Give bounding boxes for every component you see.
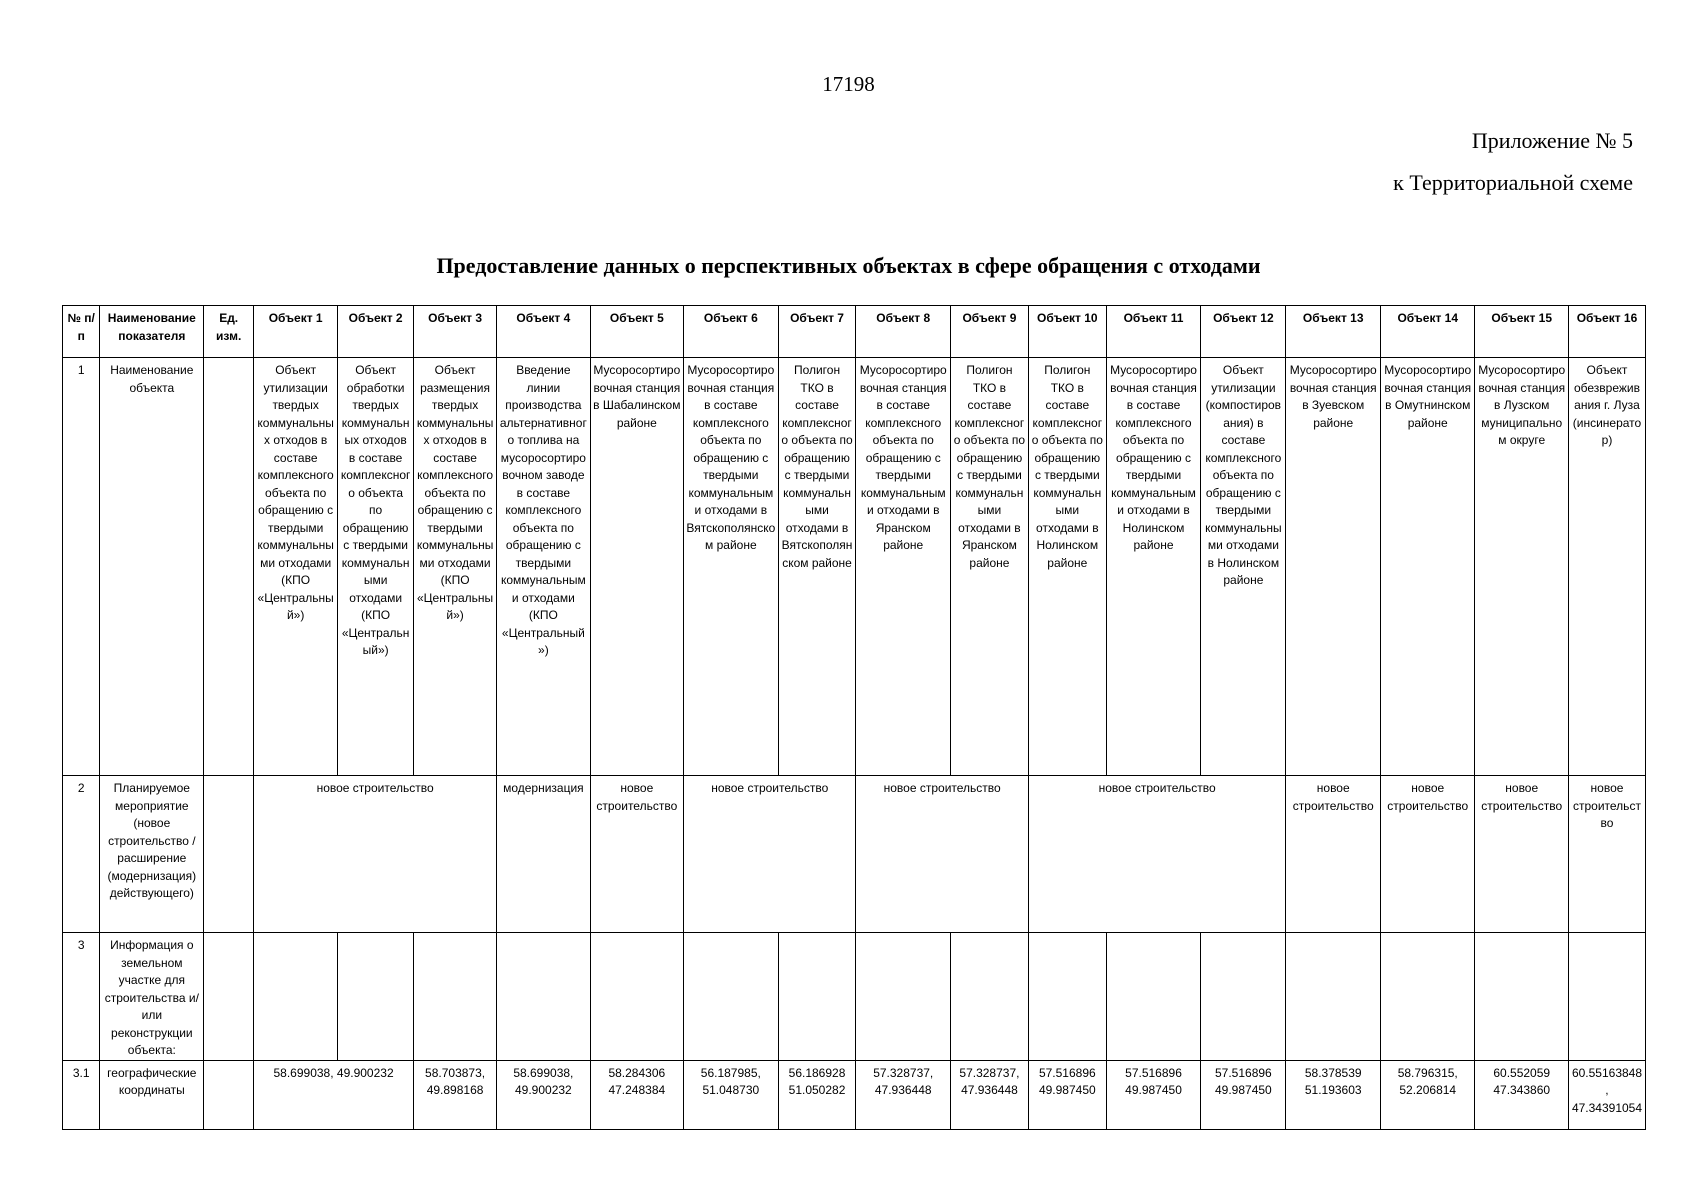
object-name-cell: Объект обезвреживания г. Луза (инсинератор) [1568, 358, 1645, 776]
empty-cell [778, 933, 856, 1061]
planned-activity-cell: модернизация [497, 776, 590, 933]
object-name-cell: Полигон ТКО в составе комплексного объекта по обращению с твердыми коммунальными отходами в Яранском районе [950, 358, 1028, 776]
coordinates-cell: 58.796315, 52.206814 [1380, 1060, 1475, 1129]
coordinates-cell: 58.699038, 49.900232 [254, 1060, 414, 1129]
coordinates-cell: 58.378539 51.193603 [1286, 1060, 1381, 1129]
object-name-cell: Объект обработки твердых коммунальных отходов в составе комплексного объекта по обращению с твердыми коммунальными отходами (КПО «Центральный») [338, 358, 414, 776]
coordinates-cell: 57.516896 49.987450 [1106, 1060, 1201, 1129]
coordinates-cell: 58.699038, 49.900232 [497, 1060, 590, 1129]
row-label: Наименование объекта [100, 358, 204, 776]
planned-activity-cell: новое строительство [684, 776, 856, 933]
coordinates-cell: 58.284306 47.248384 [590, 1060, 683, 1129]
coordinates-cell: 60.552059 47.343860 [1475, 1060, 1568, 1129]
objects-table [62, 305, 1646, 1130]
header-row [63, 306, 1646, 358]
planned-activity-cell: новое строительство [254, 776, 497, 933]
object-header: Объект 6 [684, 306, 779, 358]
empty-cell [590, 933, 683, 1061]
table-row [63, 1060, 1646, 1129]
empty-cell [1475, 933, 1568, 1061]
header-num: № п/п [63, 306, 100, 358]
object-header: Объект 16 [1568, 306, 1645, 358]
planned-activity-cell: новое строительство [590, 776, 683, 933]
coordinates-cell: 60.55163848, 47.34391054 [1568, 1060, 1645, 1129]
object-header: Объект 4 [497, 306, 590, 358]
table-row [63, 776, 1646, 933]
empty-cell [1286, 933, 1381, 1061]
coordinates-cell: 57.328737, 47.936448 [950, 1060, 1028, 1129]
planned-activity-cell: новое строительство [1475, 776, 1568, 933]
object-name-cell: Мусоросортировочная станция в Шабалинском районе [590, 358, 683, 776]
row-unit [204, 933, 254, 1061]
empty-cell [338, 933, 414, 1061]
coordinates-cell: 56.186928 51.050282 [778, 1060, 856, 1129]
object-name-cell: Объект размещения твердых коммунальных отходов в составе комплексного объекта по обращению с твердыми коммунальными отходами (КПО «Центральный») [414, 358, 497, 776]
object-header: Объект 12 [1201, 306, 1286, 358]
object-header: Объект 14 [1380, 306, 1475, 358]
object-header: Объект 13 [1286, 306, 1381, 358]
empty-cell [1380, 933, 1475, 1061]
row-label: Планируемое мероприятие (новое строительство /расширение (модернизация) действующего) [100, 776, 204, 933]
object-header: Объект 9 [950, 306, 1028, 358]
object-name-cell: Объект утилизации (компостирования) в составе комплексного объекта по обращению с твердыми коммунальными отходами в Нолинском районе [1201, 358, 1286, 776]
object-header: Объект 11 [1106, 306, 1201, 358]
table-body [63, 306, 1646, 1130]
coordinates-cell: 57.516896 49.987450 [1201, 1060, 1286, 1129]
empty-cell [497, 933, 590, 1061]
object-name-cell: Мусоросортировочная станция в составе комплексного объекта по обращению с твердыми коммунальными отходами в Вятскополянском районе [684, 358, 779, 776]
row-num: 3 [63, 933, 100, 1061]
object-header: Объект 7 [778, 306, 856, 358]
object-header: Объект 10 [1028, 306, 1106, 358]
document-title: Предоставление данных о перспективных объектах в сфере обращения с отходами [436, 253, 1261, 278]
planned-activity-cell: новое строительство [1286, 776, 1381, 933]
object-name-cell: Полигон ТКО в составе комплексного объекта по обращению с твердыми коммунальными отходами в Вятскополянском районе [778, 358, 856, 776]
appendix-label: Приложение № 5 [1471, 128, 1633, 153]
object-name-cell: Мусоросортировочная станция в составе комплексного объекта по обращению с твердыми коммунальными отходами в Нолинском районе [1106, 358, 1201, 776]
coordinates-cell: 57.516896 49.987450 [1028, 1060, 1106, 1129]
row-num: 1 [63, 358, 100, 776]
object-name-cell: Мусоросортировочная станция в составе комплексного объекта по обращению с твердыми коммунальными отходами в Яранском районе [856, 358, 951, 776]
coordinates-cell: 56.187985, 51.048730 [684, 1060, 779, 1129]
empty-cell [1028, 933, 1106, 1061]
empty-cell [1106, 933, 1201, 1061]
object-name-cell: Введение линии производства альтернативного топлива на мусоросортировочном заводе в составе комплексного объекта по обращению с твердыми коммунальными отходами (КПО «Центральный») [497, 358, 590, 776]
row-unit [204, 776, 254, 933]
table-row [63, 933, 1646, 1061]
object-name-cell: Мусоросортировочная станция в Омутнинском районе [1380, 358, 1475, 776]
object-name-cell: Полигон ТКО в составе комплексного объекта по обращению с твердыми коммунальными отходами в Нолинском районе [1028, 358, 1106, 776]
header-name: Наименование показателя [100, 306, 204, 358]
row-num: 2 [63, 776, 100, 933]
object-name-cell: Мусоросортировочная станция в Лузском муниципальном округе [1475, 358, 1568, 776]
object-header: Объект 5 [590, 306, 683, 358]
row-label: Информация о земельном участке для строительства и/или реконструкции объекта: [100, 933, 204, 1061]
empty-cell [950, 933, 1028, 1061]
row-label: географические координаты [100, 1060, 204, 1129]
planned-activity-cell: новое строительство [1028, 776, 1286, 933]
empty-cell [414, 933, 497, 1061]
planned-activity-cell: новое строительство [856, 776, 1028, 933]
header-unit: Ед. изм. [204, 306, 254, 358]
coordinates-cell: 57.328737, 47.936448 [856, 1060, 951, 1129]
empty-cell [684, 933, 779, 1061]
coordinates-cell: 58.703873, 49.898168 [414, 1060, 497, 1129]
table-row [63, 358, 1646, 776]
object-header: Объект 3 [414, 306, 497, 358]
row-unit [204, 1060, 254, 1129]
object-header: Объект 8 [856, 306, 951, 358]
empty-cell [1568, 933, 1645, 1061]
object-header: Объект 2 [338, 306, 414, 358]
object-header: Объект 1 [254, 306, 338, 358]
object-header: Объект 15 [1475, 306, 1568, 358]
object-name-cell: Мусоросортировочная станция в Зуевском районе [1286, 358, 1381, 776]
object-name-cell: Объект утилизации твердых коммунальных отходов в составе комплексного объекта по обращению с твердыми коммунальными отходами (КПО «Центральный») [254, 358, 338, 776]
empty-cell [1201, 933, 1286, 1061]
appendix-reference: к Территориальной схеме [1393, 170, 1633, 195]
empty-cell [254, 933, 338, 1061]
row-num: 3.1 [63, 1060, 100, 1129]
page-number: 17198 [822, 72, 875, 96]
planned-activity-cell: новое строительство [1568, 776, 1645, 933]
row-unit [204, 358, 254, 776]
empty-cell [856, 933, 951, 1061]
planned-activity-cell: новое строительство [1380, 776, 1475, 933]
